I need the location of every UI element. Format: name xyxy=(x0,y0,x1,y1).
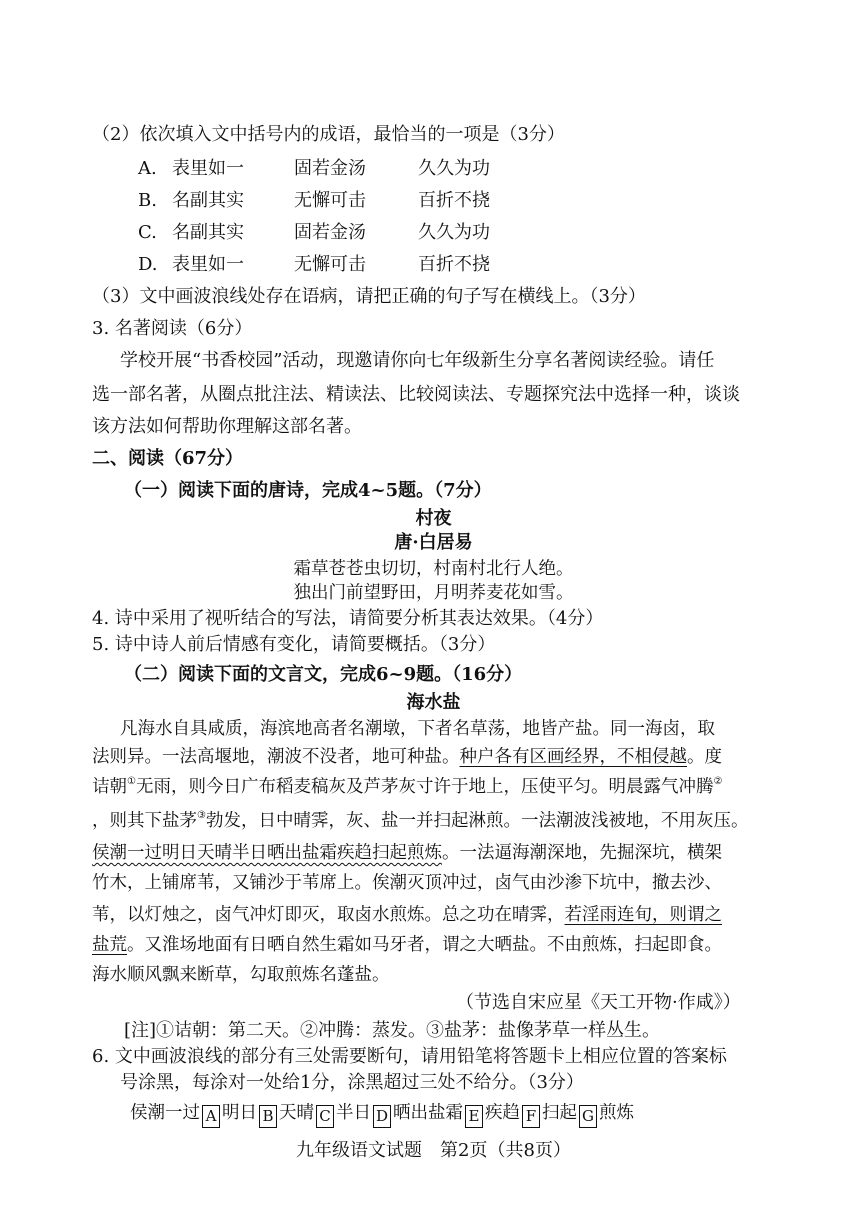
segment: 疾趋 xyxy=(485,1103,520,1123)
segment: 侯潮一过 xyxy=(130,1103,200,1123)
answer-box-a[interactable]: A xyxy=(202,1105,220,1128)
answer-box-b[interactable]: B xyxy=(259,1105,277,1128)
segment: 煎炼 xyxy=(599,1103,634,1123)
passage-line-2: 法则异。一法高堰地，潮波不没者，地可种盐。种户各有区画经界，不相侵越。度 xyxy=(92,747,722,767)
passage-line-7: 苇，以灯烛之，卤气冲灯即灭，取卤水煎炼。总之功在晴霁，若淫雨连旬，则谓之 xyxy=(92,905,722,925)
answer-box-d[interactable]: D xyxy=(373,1105,391,1128)
answer-box-e[interactable]: E xyxy=(465,1105,483,1128)
underlined-sentence-1: 种户各有区画经界，不相侵越 xyxy=(459,747,687,767)
answer-box-c[interactable]: C xyxy=(316,1105,334,1128)
wavy-line-sentence: 侯潮一过明日天晴半日晒出盐霜疾趋扫起煎炼 xyxy=(92,843,442,863)
poem-line-2: 独出门前望野田，月明荞麦花如雪。 xyxy=(293,583,574,603)
q3-title: 3. 名著阅读（6分） xyxy=(92,318,253,339)
segment: 半日 xyxy=(336,1103,371,1123)
q4: 4. 诗中采用了视听结合的写法，请简要分析其表达效果。（4分） xyxy=(92,608,604,629)
part1-heading: （一）阅读下面的唐诗，完成4~5题。（7分） xyxy=(124,480,492,501)
poem-line-1: 霜草苍苍虫切切，村南村北行人绝。 xyxy=(293,559,574,579)
answer-box-f[interactable]: F xyxy=(522,1105,540,1128)
q2-sub3: （3）文中画波浪线处存在语病，请把正确的句子写在横线上。（3分） xyxy=(92,286,646,307)
q5: 5. 诗中诗人前后情感有变化，请简要概括。（3分） xyxy=(92,634,496,655)
poem-author: 唐·白居易 xyxy=(394,532,473,553)
underlined-sentence-2a: 若淫雨连旬，则谓之 xyxy=(564,905,722,925)
answer-box-g[interactable]: G xyxy=(579,1105,597,1128)
passage-line-1: 凡海水自具咸质，海滨地高者名潮墩，下者名草荡，地皆产盐。同一海卤，取 xyxy=(120,719,715,739)
note-marker-2: ② xyxy=(713,776,723,787)
passage-source: （节选自宋应星《天工开物·作咸》） xyxy=(456,992,741,1013)
segment: 晒出盐霜 xyxy=(393,1103,463,1123)
q3-body-1: 学校开展“书香校园”活动，现邀请你向七年级新生分享名著阅读经验。请任 xyxy=(120,350,715,371)
segment: 扫起 xyxy=(542,1103,577,1123)
q6-segmentation-row xyxy=(130,1100,634,1128)
exam-page: （2）依次填入文中括号内的成语，最恰当的一项是（3分） A. 表里如一 固若金汤 久久为功 B. 名副其实 无懈可击 百折不挠 C. 名副其实 固若金汤 久久为功 D. 表里如一 无懈可击 百折不挠 （3）文中画波浪线处存在语病，请把正确的句子写在横线上。（3分） 3. 名著阅读（6分） 学校开展“书香校园”活动，现邀请你向七年级新生分享名著阅读经验。请任 选一部名著，从圈点批注法、精读法、比较阅读法、专题探究法中选择一种，谈谈 该方法如何帮助你理解这部名著。 二、阅读（67分） （一）阅读下面的唐诗，完成4~5题。（7分） 村夜 唐·白居易 霜草苍苍虫切切，村南村北行人绝。 独出门前望野田，月明荞麦花如雪。 4. 诗中采用了视听结合的写法，请简要分析其表达效果。（4分） 5. 诗中诗人前后情感有变化，请简要概括。（3分） （二）阅读下面的文言文，完成6~9题。（16分） 海水盐 凡海水自具咸质，海滨地高者名潮墩，下者名草荡，地皆产盐。同一海卤，取 法则异。一法高堰地，潮波不没者，地可种盐。种户各有区画经界，不相侵越。度 诘朝①无雨，则今日广布稻麦稿灰及芦茅灰寸许于地上，压使平匀。明晨露气冲腾② ，则其下盐茅③勃发，日中晴霁，灰、盐一并扫起淋煎。一法潮波浅被地，不用灰压。 侯潮一过明日天晴半日晒出盐霜疾趋扫起煎炼。一法逼海潮深地，先掘深坑，横架 竹木，上铺席苇，又铺沙于苇席上。俟潮灭顶冲过，卤气由沙渗下坑中，撤去沙、 苇，以灯烛之，卤气冲灯即灭，取卤水煎炼。总之功在晴霁，若淫雨连旬，则谓之 盐荒。又淮场地面有日晒自然生霜如马牙者，谓之大晒盐。不由煎炼，扫起即食。 海水顺风飘来断草，勾取煎炼名蓬盐。 （节选自宋应星《天工开物·作咸》） [注]①诘朝：第二天。②冲腾：蒸发。③盐茅：盐像茅草一样丛生。 6. 文中画波浪线的部分有三处需要断句，请用铅笔将答题卡上相应位置的答案标 号涂黑，每涂对一处给1分，涂黑超过三处不给分。（3分） 侯潮一过 A 明日 B 天晴 C 半日 D 晒出盐霜 E 疾趋 F 扫起 G 煎炼 九年级语文试题 第2页（共8页） xyxy=(0,0,867,1226)
q3-body-2: 选一部名著，从圈点批注法、精读法、比较阅读法、专题探究法中选择一种，谈谈 xyxy=(92,384,740,405)
section-heading: 二、阅读（67分） xyxy=(92,448,244,469)
passage-line-4: ，则其下盐茅③勃发，日中晴霁，灰、盐一并扫起淋煎。一法潮波浅被地，不用灰压。 xyxy=(92,810,749,831)
passage-line-8: 盐荒。又淮场地面有日晒自然生霜如马牙者，谓之大晒盐。不由煎炼，扫起即食。 xyxy=(92,935,722,955)
passage-notes: [注]①诘朝：第二天。②冲腾：蒸发。③盐茅：盐像茅草一样丛生。 xyxy=(124,1020,661,1041)
q6-line-1: 6. 文中画波浪线的部分有三处需要断句，请用铅笔将答题卡上相应位置的答案标 xyxy=(92,1046,727,1067)
passage-title: 海水盐 xyxy=(406,692,461,713)
segment: 明日 xyxy=(222,1103,257,1123)
segment: 天晴 xyxy=(279,1103,314,1123)
passage-line-6: 竹木，上铺席苇，又铺沙于苇席上。俟潮灭顶冲过，卤气由沙渗下坑中，撤去沙、 xyxy=(92,873,722,893)
passage-line-5: 侯潮一过明日天晴半日晒出盐霜疾趋扫起煎炼。一法逼海潮深地，先掘深坑，横架 xyxy=(92,843,722,863)
q3-body-3: 该方法如何帮助你理解这部名著。 xyxy=(92,416,362,437)
q6-line-2: 号涂黑，每涂对一处给1分，涂黑超过三处不给分。（3分） xyxy=(120,1072,584,1093)
poem-title: 村夜 xyxy=(415,508,452,529)
q2-stem: （2）依次填入文中括号内的成语，最恰当的一项是（3分） xyxy=(92,124,565,145)
note-marker-1: ① xyxy=(127,776,136,787)
note-marker-3: ③ xyxy=(197,810,206,821)
part2-heading: （二）阅读下面的文言文，完成6~9题。（16分） xyxy=(124,664,523,685)
passage-line-9: 海水顺风飘来断草，勾取煎炼名蓬盐。 xyxy=(92,965,390,985)
passage-line-3: 诘朝①无雨，则今日广布稻麦稿灰及芦茅灰寸许于地上，压使平匀。明晨露气冲腾② xyxy=(92,776,723,797)
underlined-sentence-2b: 盐荒 xyxy=(92,935,127,955)
page-footer: 九年级语文试题 第2页（共8页） xyxy=(296,1140,571,1161)
